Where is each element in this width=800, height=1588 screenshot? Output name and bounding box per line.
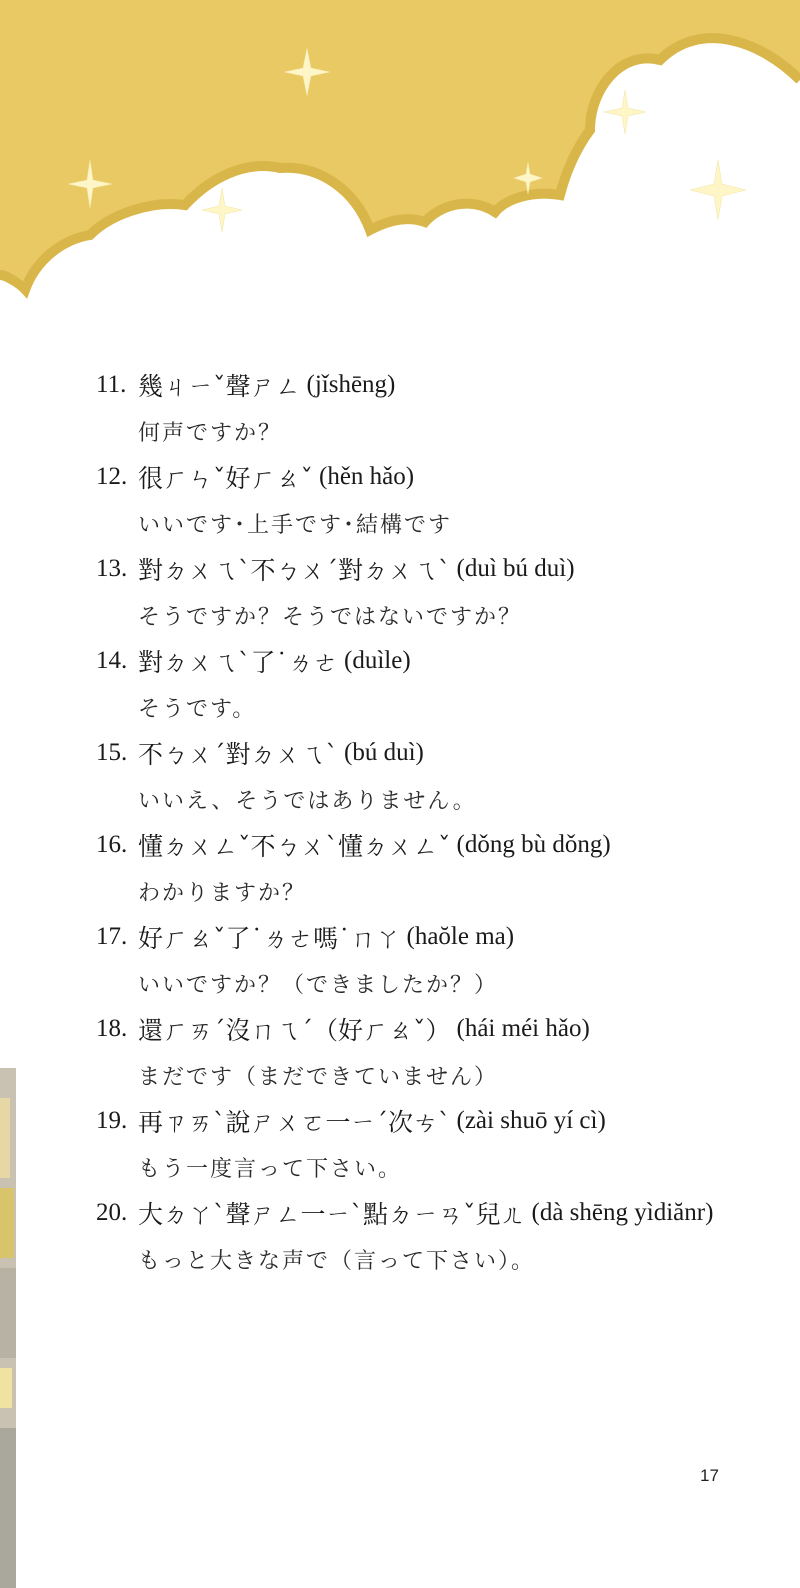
pinyin: (jǐshēng) (306, 371, 396, 398)
entry-number: 11. (96, 371, 127, 398)
hanzi-with-zhuyin: 對ㄉㄨㄟˋ不ㄅㄨˊ對ㄉㄨㄟˋ (138, 556, 451, 585)
phrase-list (96, 362, 776, 1282)
phrase-entry (96, 454, 776, 546)
pinyin: (zài shuō yí cì) (456, 1107, 606, 1134)
pinyin: (dǒng bù dǒng) (456, 831, 611, 858)
entry-number: 19. (96, 1107, 128, 1134)
phrase-chinese-line (96, 822, 776, 868)
pinyin: (duì bú duì) (456, 555, 575, 582)
hanzi-with-zhuyin: 幾ㄐㄧˇ聲ㄕㄥ (138, 372, 301, 401)
page-number: 17 (700, 1466, 719, 1485)
entry-number: 15. (96, 739, 128, 766)
hanzi-with-zhuyin: 再ㄗㄞˋ說ㄕㄨㄛ一ㄧˊ次ㄘˋ (138, 1108, 451, 1137)
phrase-chinese-line (96, 454, 776, 500)
entry-number: 12. (96, 463, 128, 490)
illustration-strip (0, 1068, 16, 1588)
japanese-translation: そうですか？そうではないですか？ (138, 604, 523, 630)
japanese-translation: いいですか？（できましたか？） (138, 972, 499, 998)
phrase-entry (96, 638, 776, 730)
hanzi-with-zhuyin: 大ㄉㄚˋ聲ㄕㄥ一ㄧˋ點ㄉㄧㄢˇ兒ㄦ (138, 1200, 526, 1229)
phrase-entry (96, 1098, 776, 1190)
japanese-translation: そうです。 (138, 696, 257, 722)
phrase-chinese-line (96, 730, 776, 776)
entry-number: 20. (96, 1199, 128, 1226)
pinyin: (duìle) (344, 647, 411, 674)
phrase-entry (96, 1190, 776, 1282)
phrase-entry (96, 822, 776, 914)
hanzi-with-zhuyin: 好ㄏㄠˇ了˙ㄌㄜ嗎˙ㄇㄚ (138, 924, 401, 953)
phrase-chinese-line (96, 546, 776, 592)
japanese-translation: もっと大きな声で（言って下さい）。 (138, 1248, 536, 1274)
hanzi-with-zhuyin: 不ㄅㄨˊ對ㄉㄨㄟˋ (138, 740, 339, 769)
phrase-chinese-line (96, 1190, 776, 1236)
pinyin: (haŏle ma) (406, 923, 515, 950)
hanzi-with-zhuyin: 很ㄏㄣˇ好ㄏㄠˇ (138, 464, 314, 493)
japanese-translation: わかりますか？ (138, 880, 307, 906)
phrase-chinese-line (96, 1006, 776, 1052)
phrase-entry (96, 546, 776, 638)
japanese-translation: いいえ、そうではありません。 (138, 788, 477, 814)
phrase-entry (96, 730, 776, 822)
phrase-chinese-line (96, 362, 776, 408)
japanese-translation: もう一度言って下さい。 (138, 1156, 403, 1182)
entry-number: 13. (96, 555, 128, 582)
pinyin: (hěn hǎo) (319, 463, 415, 490)
pinyin: (dà shēng yìdiănr) (531, 1199, 714, 1226)
pinyin: (bú duì) (344, 739, 424, 766)
japanese-translation: まだです（まだできていません） (138, 1064, 499, 1090)
japanese-translation: 何声ですか？ (138, 420, 283, 446)
pinyin: (hái méi hǎo) (456, 1015, 590, 1042)
phrase-entry (96, 362, 776, 454)
phrase-entry (96, 914, 776, 1006)
phrase-chinese-line (96, 638, 776, 684)
entry-number: 17. (96, 923, 128, 950)
entry-number: 16. (96, 831, 128, 858)
hanzi-with-zhuyin: 還ㄏㄞˊ沒ㄇㄟˊ（好ㄏㄠˇ） (138, 1016, 451, 1045)
phrase-entry (96, 1006, 776, 1098)
cloud-sky-header (0, 0, 800, 360)
entry-number: 18. (96, 1015, 128, 1042)
phrase-chinese-line (96, 1098, 776, 1144)
japanese-translation: いいです･上手です･結構です (138, 512, 453, 538)
phrase-chinese-line (96, 914, 776, 960)
hanzi-with-zhuyin: 懂ㄉㄨㄥˇ不ㄅㄨˋ懂ㄉㄨㄥˇ (138, 832, 451, 861)
hanzi-with-zhuyin: 對ㄉㄨㄟˋ了˙ㄌㄜ (138, 648, 339, 677)
entry-number: 14. (96, 647, 128, 674)
